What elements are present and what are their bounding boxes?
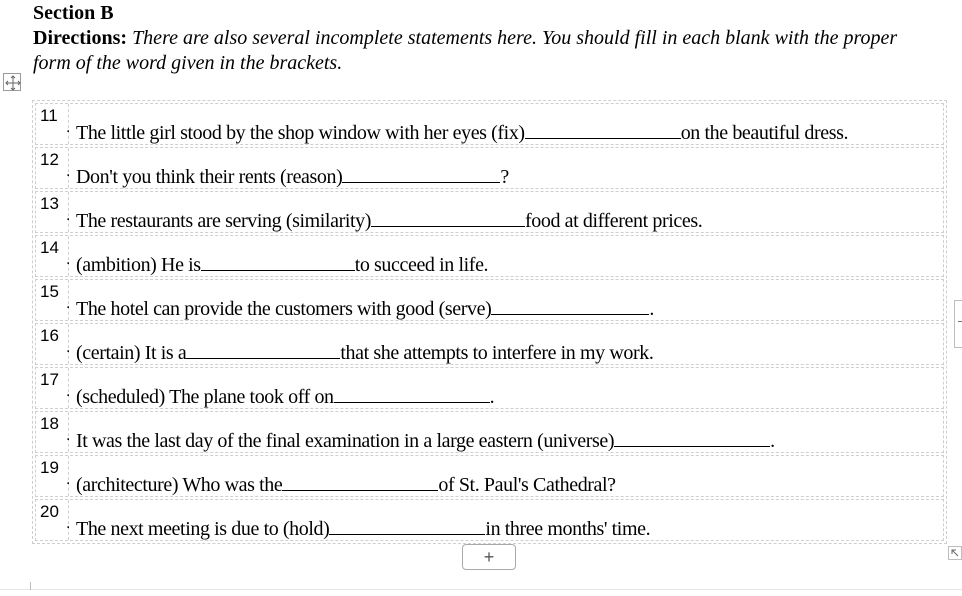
table-row: [35, 103, 944, 145]
answer-blank[interactable]: [491, 296, 649, 315]
answer-blank[interactable]: [525, 120, 681, 139]
table-move-handle-icon[interactable]: [3, 73, 21, 91]
statement-before: The hotel can provide the customers with good (serve): [76, 298, 492, 320]
statement-after: that she attempts to interfere in my work.: [340, 342, 654, 364]
item-number: 20: [40, 502, 59, 521]
answer-blank[interactable]: [614, 428, 770, 447]
item-number: 11: [40, 106, 58, 125]
bottom-divider: [0, 589, 962, 590]
statement-after: .: [489, 386, 495, 408]
answer-blank[interactable]: [371, 208, 525, 227]
statement[interactable]: [76, 472, 616, 497]
statement-after: on the beautiful dress.: [680, 122, 849, 144]
bottom-tick: [30, 582, 31, 590]
statement[interactable]: [76, 208, 702, 233]
statement-before: Don't you think their rents (reason): [76, 166, 343, 188]
answer-blank[interactable]: [201, 252, 355, 271]
statement-after: to succeed in life.: [354, 254, 489, 276]
statement-before: (certain) It is a: [76, 342, 187, 364]
table-row: [35, 323, 944, 365]
statement[interactable]: [76, 384, 494, 409]
number-cell: 13 .: [36, 192, 69, 232]
number-cell: 17 .: [36, 368, 69, 408]
statement-after: .: [770, 430, 775, 452]
statement[interactable]: [76, 120, 848, 145]
statement-after: of St. Paul's Cathedral?: [438, 474, 616, 496]
answer-blank[interactable]: [329, 516, 485, 535]
number-cell: 16 .: [36, 324, 69, 364]
statement[interactable]: [76, 516, 650, 541]
item-number: 16: [40, 326, 59, 345]
number-cell: 15 .: [36, 280, 69, 320]
statement-before: The little girl stood by the shop window with her eyes (fix): [76, 122, 525, 144]
table-row: [35, 235, 944, 277]
table-row: [35, 147, 944, 189]
statement-before: (ambition) He is: [76, 254, 201, 276]
statement[interactable]: [76, 252, 488, 277]
directions-label: Directions:: [33, 27, 128, 49]
statement-before: The restaurants are serving (similarity): [76, 210, 371, 232]
number-cell: 11 .: [36, 104, 69, 144]
item-number: 15: [40, 282, 59, 301]
answer-blank[interactable]: [334, 384, 490, 403]
table-row: [35, 191, 944, 233]
answer-blank[interactable]: [342, 164, 500, 183]
statement[interactable]: [76, 164, 509, 189]
number-cell: 18 .: [36, 412, 69, 452]
collapse-tab[interactable]: [954, 300, 962, 348]
directions-text: There are also several incomplete statements here. You should fill in each blank with the proper form of the word given in the brackets.: [33, 27, 898, 74]
resize-corner-icon[interactable]: [948, 546, 962, 560]
statement[interactable]: [76, 340, 653, 365]
item-number: 13: [40, 194, 59, 213]
statement-before: (scheduled) The plane took off on: [76, 386, 334, 408]
number-cell: 19 .: [36, 456, 69, 496]
table-row: [35, 499, 944, 541]
statement-after: food at different prices.: [525, 210, 703, 232]
answer-blank[interactable]: [282, 472, 438, 491]
table-row: [35, 411, 944, 453]
add-row-button[interactable]: +: [462, 544, 516, 570]
item-number: 18: [40, 414, 59, 433]
item-number: 19: [40, 458, 59, 477]
statement-after: .: [649, 298, 654, 320]
statement[interactable]: [76, 428, 775, 453]
statement-before: It was the last day of the final examination in a large eastern (universe): [76, 430, 615, 452]
number-cell: 20 .: [36, 500, 69, 540]
table-row: [35, 367, 944, 409]
directions: [33, 26, 933, 76]
statement-after: in three months' time.: [485, 518, 651, 540]
table-row: [35, 279, 944, 321]
answer-blank[interactable]: [186, 340, 340, 359]
number-cell: 14 .: [36, 236, 69, 276]
statement-before: The next meeting is due to (hold): [76, 518, 330, 540]
item-number: 12: [40, 150, 59, 169]
exercise-table: [32, 100, 947, 544]
section-title: Section B: [33, 2, 114, 24]
statement[interactable]: [76, 296, 654, 321]
statement-before: (architecture) Who was the: [76, 474, 283, 496]
number-cell: 12 .: [36, 148, 69, 188]
item-number: 17: [40, 370, 59, 389]
statement-after: ?: [500, 166, 509, 188]
item-number: 14: [40, 238, 59, 257]
table-row: [35, 455, 944, 497]
